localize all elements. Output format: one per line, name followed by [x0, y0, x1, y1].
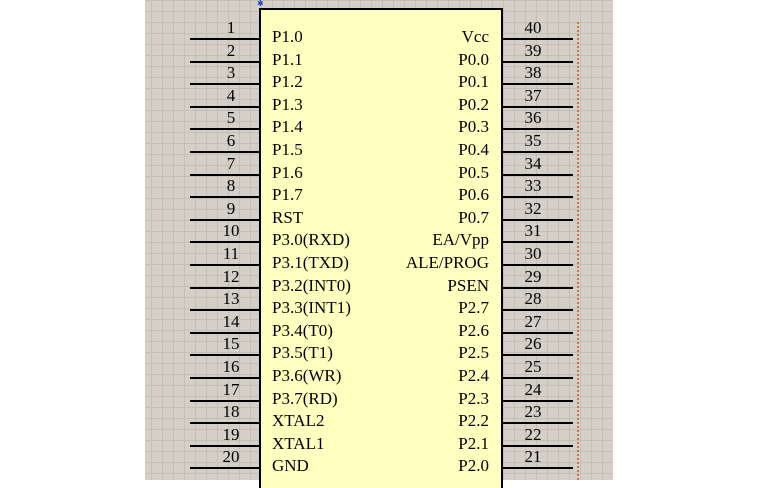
pin-line-right-35[interactable]: [503, 151, 573, 153]
pin-label-4: P1.3: [272, 94, 303, 114]
pin-number-37: 37: [524, 85, 542, 105]
pin-line-left-6[interactable]: [190, 151, 259, 153]
pin-line-left-20[interactable]: [190, 467, 259, 469]
pin-label-2: P1.1: [272, 49, 303, 69]
pin-label-12: P3.2(INT0): [272, 275, 351, 295]
cursor-marker-icon: ✱: [257, 0, 264, 8]
pin-number-11: 11: [222, 244, 240, 263]
pin-label-6: P1.5: [272, 140, 303, 159]
pin-label-31: EA/Vpp: [432, 230, 489, 250]
pin-number-23: 23: [524, 402, 542, 422]
pin-label-39: P0.0: [458, 49, 489, 69]
pin-label-23: P2.2: [458, 411, 489, 431]
pin-label-17: P3.7(RD): [272, 388, 338, 408]
pin-line-right-40[interactable]: [503, 38, 573, 40]
pin-number-21: 21: [524, 447, 542, 467]
pin-label-7: P1.6: [272, 162, 303, 182]
pin-number-33: 33: [524, 176, 542, 196]
pin-number-29: 29: [524, 266, 542, 286]
pin-label-15: P3.5(T1): [272, 343, 333, 363]
pin-line-left-16[interactable]: [190, 377, 259, 379]
pin-label-26: P2.5: [458, 343, 489, 363]
pin-number-17: 17: [222, 379, 240, 399]
pin-line-left-5[interactable]: [190, 128, 259, 130]
pin-label-28: P2.7: [458, 298, 489, 318]
pin-label-8: P1.7: [272, 185, 303, 205]
pin-number-9: 9: [226, 198, 236, 218]
pin-label-14: P3.4(T0): [272, 320, 333, 340]
pin-number-19: 19: [222, 424, 240, 444]
pin-label-5: P1.4: [272, 117, 303, 137]
pin-number-32: 32: [524, 198, 542, 218]
pin-number-3: 3: [226, 63, 236, 83]
pin-number-7: 7: [226, 153, 236, 173]
pin-label-3: P1.2: [272, 72, 303, 92]
pin-label-19: XTAL1: [272, 433, 325, 453]
pin-line-right-21[interactable]: [503, 467, 573, 469]
pin-label-16: P3.6(WR): [272, 366, 342, 385]
pin-number-34: 34: [524, 153, 542, 173]
pin-label-34: P0.5: [458, 162, 489, 182]
dotted-rail: [577, 22, 579, 480]
pin-line-left-18[interactable]: [190, 422, 259, 424]
pin-number-20: 20: [222, 447, 240, 467]
pin-number-30: 30: [524, 244, 542, 263]
pin-label-25: P2.4: [458, 366, 489, 385]
pin-line-left-8[interactable]: [190, 196, 259, 198]
pin-number-25: 25: [524, 357, 542, 376]
pin-number-5: 5: [226, 108, 236, 128]
pin-number-24: 24: [524, 379, 542, 399]
pin-number-22: 22: [524, 424, 542, 444]
pin-label-32: P0.7: [458, 207, 489, 227]
pin-line-right-25[interactable]: [503, 377, 573, 379]
pin-label-40: Vcc: [461, 27, 489, 46]
pin-number-12: 12: [222, 266, 240, 286]
pin-line-left-1[interactable]: [190, 38, 259, 40]
pin-number-14: 14: [222, 311, 240, 331]
pin-number-4: 4: [226, 85, 236, 105]
pin-number-40: 40: [524, 18, 542, 37]
pin-number-15: 15: [222, 334, 240, 354]
pin-label-18: XTAL2: [272, 411, 325, 431]
pin-label-33: P0.6: [458, 185, 489, 205]
pin-line-left-13[interactable]: [190, 309, 259, 311]
pin-number-31: 31: [524, 221, 542, 241]
pin-line-left-4[interactable]: [190, 106, 259, 108]
pin-label-11: P3.1(TXD): [272, 253, 349, 272]
pin-number-8: 8: [226, 176, 236, 196]
pin-label-38: P0.1: [458, 72, 489, 92]
pin-number-2: 2: [226, 40, 236, 60]
pin-label-27: P2.6: [458, 320, 489, 340]
pin-number-13: 13: [222, 289, 240, 309]
pin-label-1: P1.0: [272, 27, 303, 46]
pin-label-13: P3.3(INT1): [272, 298, 351, 318]
pin-number-18: 18: [222, 402, 240, 422]
pin-line-right-28[interactable]: [503, 309, 573, 311]
pin-number-28: 28: [524, 289, 542, 309]
pin-label-29: PSEN: [447, 275, 489, 295]
pin-number-6: 6: [226, 131, 236, 150]
pin-label-22: P2.1: [458, 433, 489, 453]
pin-label-37: P0.2: [458, 94, 489, 114]
pin-number-1: 1: [226, 18, 236, 37]
pin-label-21: P2.0: [458, 456, 489, 476]
pin-label-30: ALE/PROG: [405, 253, 489, 272]
pin-label-36: P0.3: [458, 117, 489, 137]
pin-line-right-33[interactable]: [503, 196, 573, 198]
pin-line-left-7[interactable]: [190, 174, 259, 176]
pin-line-right-38[interactable]: [503, 83, 573, 85]
pin-number-26: 26: [524, 334, 542, 354]
pin-line-left-2[interactable]: [190, 61, 259, 63]
pin-label-9: RST: [272, 207, 304, 227]
pin-label-24: P2.3: [458, 388, 489, 408]
pin-number-35: 35: [524, 131, 542, 150]
pin-line-left-11[interactable]: [190, 264, 259, 266]
pin-number-36: 36: [524, 108, 542, 128]
pin-line-left-3[interactable]: [190, 83, 259, 85]
pin-number-16: 16: [222, 357, 240, 376]
pin-line-right-23[interactable]: [503, 422, 573, 424]
pin-number-27: 27: [524, 311, 542, 331]
pin-number-10: 10: [222, 221, 240, 241]
pin-number-38: 38: [524, 63, 542, 83]
pin-label-10: P3.0(RXD): [272, 230, 350, 250]
pin-line-right-30[interactable]: [503, 264, 573, 266]
pin-label-20: GND: [272, 456, 309, 476]
pin-number-39: 39: [524, 40, 542, 60]
pin-label-35: P0.4: [458, 140, 489, 159]
